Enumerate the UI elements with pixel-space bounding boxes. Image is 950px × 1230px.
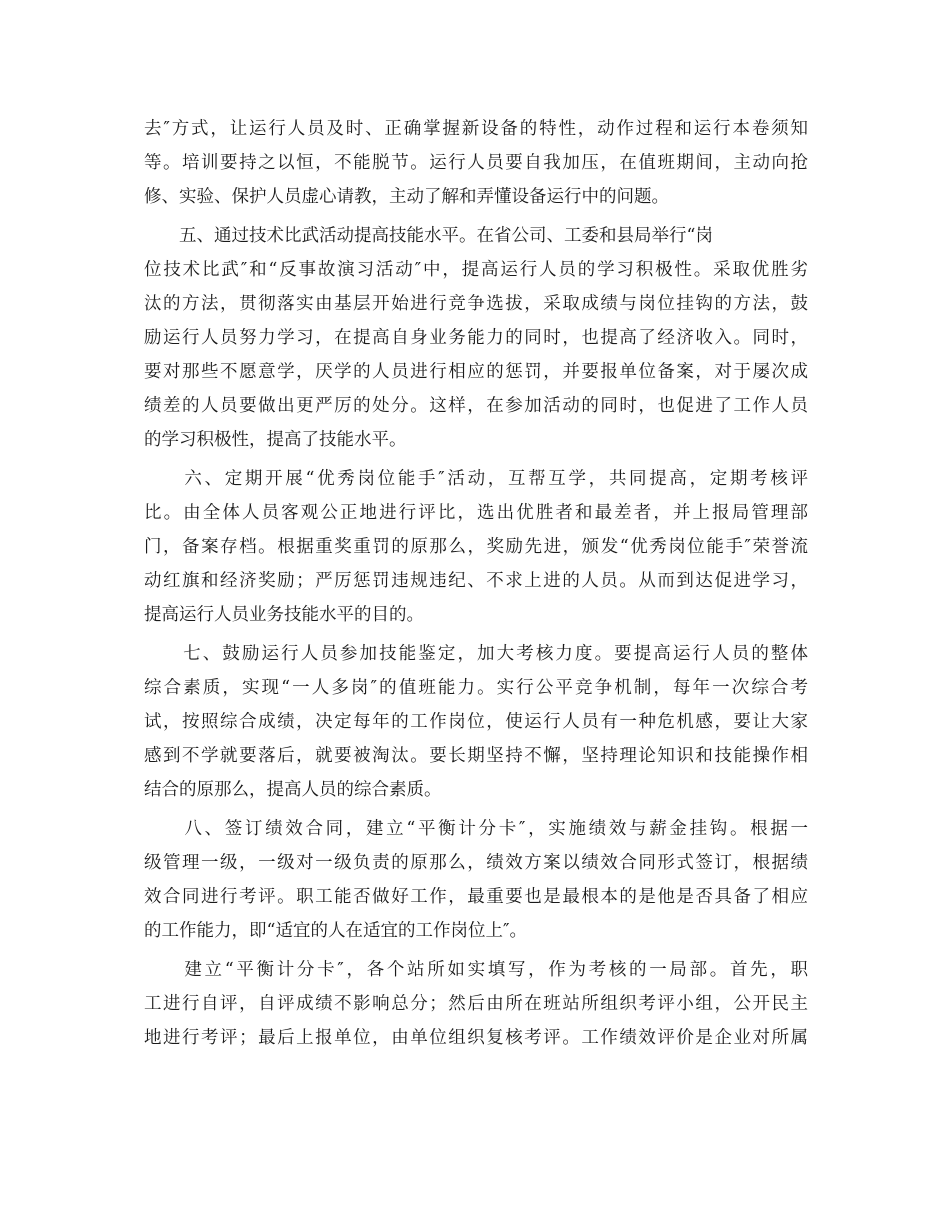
text-line: 修、实验、保护人员虚心请教，主动了解和弄懂设备运行中的问题。	[144, 187, 669, 207]
text-line: 级管理一级，一级对一级负责的原那么，绩效方案以绩效合同形式签订，根据绩	[144, 853, 808, 873]
paragraph-5	[144, 219, 808, 457]
text-line: 要对那些不愿意学，厌学的人员进行相应的惩罚，并要报单位备案，对于屡次成	[144, 362, 808, 382]
paragraph-7	[144, 637, 808, 807]
text-line: 工进行自评，自评成绩不影响总分；然后由所在班站所组织考评小组，公开民主	[144, 994, 808, 1014]
paragraph-8	[144, 812, 808, 948]
text-line: 汰的方法，贯彻落实由基层开始进行竞争选拔，采取成绩与岗位挂钩的方法，鼓	[144, 294, 808, 314]
text-line: 感到不学就要落后，就要被淘汰。要长期坚持不懈，坚持理论知识和技能操作相	[144, 746, 808, 766]
text-line: 八、签订绩效合同，建立“平衡计分卡″，实施绩效与薪金挂钩。根据一	[144, 819, 808, 839]
text-line: 提高运行人员业务技能水平的目的。	[144, 605, 424, 625]
text-line: 位技术比武″和“反事故演习活动″中，提高运行人员的学习积极性。采取优胜劣	[144, 260, 808, 280]
text-line: 综合素质，实现“一人多岗″的值班能力。实行公平竞争机制，每年一次综合考	[144, 678, 808, 698]
paragraph-6	[144, 462, 808, 632]
text-line: 五、通过技术比武活动提高技能水平。在省公司、工委和县局举行“岗	[144, 226, 713, 246]
text-line: 动红旗和经济奖励；严厉惩罚违规违纪、不求上进的人员。从而到达促进学习，	[144, 571, 808, 591]
text-line: 的学习积极性，提高了技能水平。	[144, 430, 407, 450]
text-line: 门，备案存档。根据重奖重罚的原那么，奖励先进，颁发“优秀岗位能手″荣誉流	[144, 537, 808, 557]
text-line: 地进行考评；最后上报单位，由单位组织复核考评。工作绩效评价是企业对所属	[144, 1028, 808, 1048]
text-line: 效合同进行考评。职工能否做好工作，最重要也是最根本的是他是否具备了相应	[144, 887, 808, 907]
text-line: 去″方式，让运行人员及时、正确掌握新设备的特性，动作过程和运行本卷须知	[144, 119, 808, 139]
text-line: 七、鼓励运行人员参加技能鉴定，加大考核力度。要提高运行人员的整体	[144, 644, 808, 664]
text-line: 六、定期开展“优秀岗位能手″活动，互帮互学，共同提高，定期考核评	[144, 469, 808, 489]
text-line: 试，按照综合成绩，决定每年的工作岗位，使运行人员有一种危机感，要让大家	[144, 712, 808, 732]
text-line: 等。培训要持之以恒，不能脱节。运行人员要自我加压，在值班期间，主动向抢	[144, 153, 808, 173]
text-line: 建立“平衡计分卡″，各个站所如实填写，作为考核的一局部。首先，职	[144, 960, 808, 980]
text-line: 励运行人员努力学习，在提高自身业务能力的同时，也提高了经济收入。同时，	[144, 328, 808, 348]
text-line: 结合的原那么，提高人员的综合素质。	[144, 780, 442, 800]
paragraph-9	[144, 953, 808, 1055]
text-line: 绩差的人员要做出更严厉的处分。这样，在参加活动的同时，也促进了工作人员	[144, 396, 808, 416]
text-line: 的工作能力，即“适宜的人在适宜的工作岗位上″。	[144, 921, 527, 941]
paragraph-continued	[144, 112, 808, 214]
text-line: 比。由全体人员客观公正地进行评比，选出优胜者和最差者，并上报局管理部	[144, 503, 808, 523]
body-text	[144, 112, 808, 1055]
